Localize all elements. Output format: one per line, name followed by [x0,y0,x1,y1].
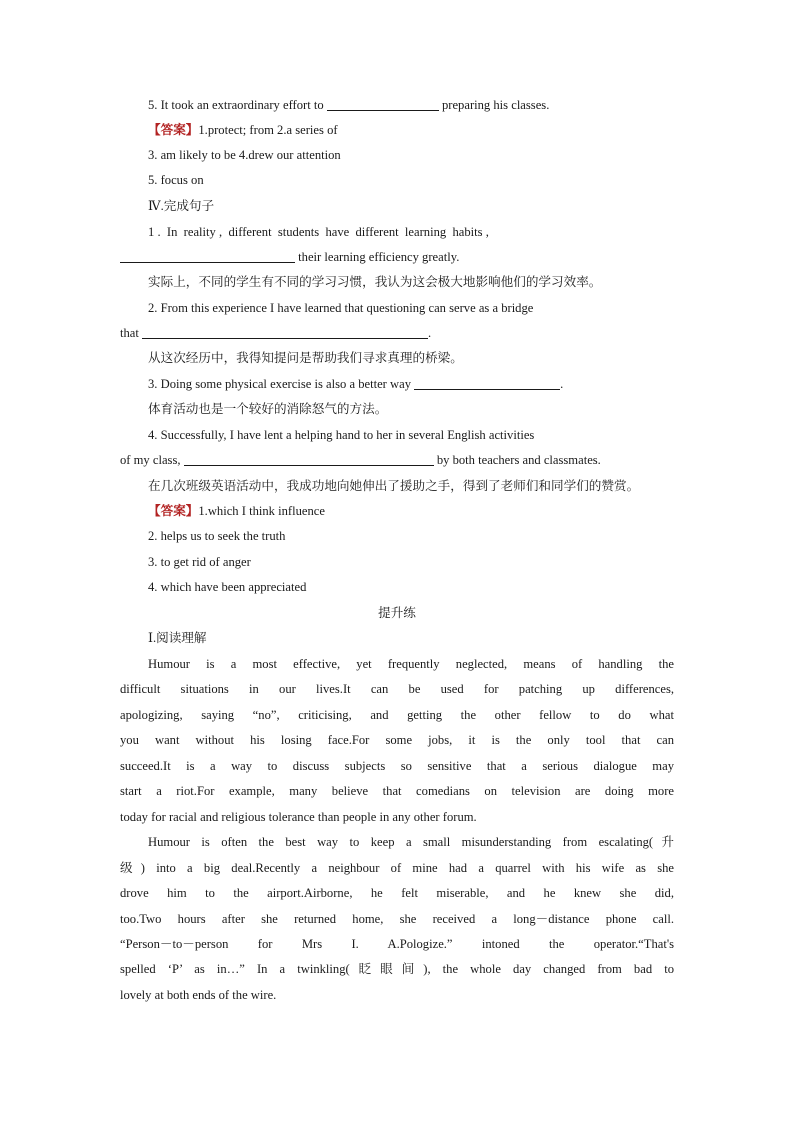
answer-line: 3. to get rid of anger [148,555,251,569]
answer-line: 【答案】1.which I think influence [148,504,325,518]
reading-title: Ⅰ.阅读理解 [148,631,207,645]
sentence-4-chinese: 在几次班级英语活动中，我成功地向她伸出了援助之手，得到了老师们和同学们的赞赏。 [148,479,640,493]
answer-line: 【答案】1.protect; from 2.a series of [148,123,338,137]
practice-heading: 提升练 [378,606,416,620]
sentence-4-line-1: 4. Successfully, I have lent a helping hand to her in several English activities [148,428,535,442]
passage-line: 级) into a big deal.Recently a neighbour of mine had a quarrel with his wife as she [120,861,674,875]
sentence-3: 3. Doing some physical exercise is also a better way . [148,377,564,391]
passage-line: lovely at both ends of the wire. [120,988,277,1002]
answer-line: 3. am likely to be 4.drew our attention [148,148,341,162]
answer-tag: 【答案】 [148,123,199,137]
passage-line: start a riot.For example, many believe that comedians on television are doing more [120,784,674,798]
sentence-1-chinese: 实际上，不同的学生有不同的学习习惯，我认为这会极大地影响他们的学习效率。 [148,275,602,289]
passage-line: spelled ‘P’ as in…” In a twinkling(眨眼间), the whole day changed from bad to [120,962,674,976]
passage-line: drove him to the airport.Airborne, he felt miserable, and he knew she did, [120,886,674,900]
answer-blank [142,324,428,339]
answer-blank [184,451,434,466]
sentence-2-chinese: 从这次经历中，我得知提问是帮助我们寻求真理的桥梁。 [148,351,463,365]
answer-blank [120,248,295,263]
answer-line: 5. focus on [148,173,204,187]
sentence-2-line-1: 2. From this experience I have learned that questioning can serve as a bridge [148,301,534,315]
section-title: Ⅳ.完成句子 [148,199,215,213]
passage-line: difficult situations in our lives.It can be used for patching up differences, [120,682,674,696]
answer-blank [414,375,560,390]
sentence-2-line-2: that . [120,326,432,340]
sentence-1-line-2: their learning efficiency greatly. [120,245,674,271]
passage-line: you want without his losing face.For some jobs, it is the only tool that can [120,733,674,747]
question-5: 5. It took an extraordinary effort to preparing his classes. [148,98,550,112]
passage-line: succeed.It is a way to discuss subjects so sensitive that a serious dialogue may [120,759,674,773]
answer-blank [327,96,439,111]
answer-tag: 【答案】 [148,504,199,518]
passage-line: “Person－to－person for Mrs I. A.Pologize.” intoned the operator.“That's [120,937,674,951]
passage-line: apologizing, saying “no”, criticising, and getting the other fellow to do what [120,708,674,722]
sentence-3-chinese: 体育活动也是一个较好的消除怒气的方法。 [148,402,388,416]
passage-line: too.Two hours after she returned home, she received a long－distance phone call. [120,912,674,926]
passage-line: today for racial and religious tolerance than people in any other forum. [120,810,477,824]
passage-line: Humour is often the best way to keep a small misunderstanding from escalating(升 [148,835,674,849]
answer-line: 2. helps us to seek the truth [148,529,286,543]
sentence-4-line-2: of my class, by both teachers and classmates. [120,453,601,467]
answer-line: 4. which have been appreciated [148,580,307,594]
passage-line: Humour is a most effective, yet frequently neglected, means of handling the [148,657,674,671]
sentence-1-line-1: 1 . In reality , different students have different learning habits , [148,225,489,239]
